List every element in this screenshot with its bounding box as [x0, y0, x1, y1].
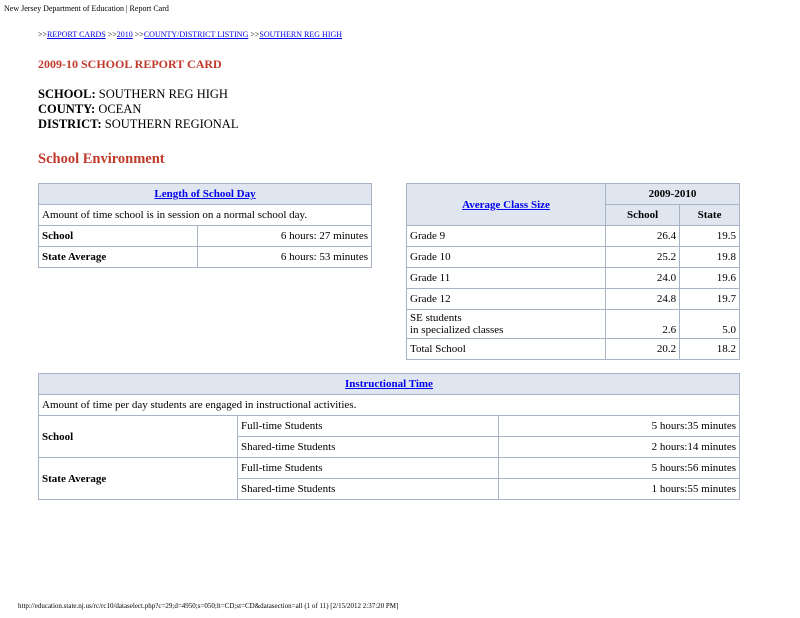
- table-row: [407, 247, 740, 268]
- row-label: [407, 310, 606, 339]
- table-row: [407, 339, 740, 360]
- row-label: State Average: [39, 247, 198, 268]
- time-value: 2 hours:14 minutes: [499, 437, 740, 458]
- school-value: 25.2: [606, 247, 680, 268]
- table-row: [407, 268, 740, 289]
- class-size-header: [407, 184, 606, 226]
- row-label: Grade 10: [407, 247, 606, 268]
- school-day-header: [39, 184, 372, 205]
- breadcrumb: [38, 30, 342, 39]
- school-value: 2.6: [606, 310, 680, 339]
- school-label: SCHOOL:: [38, 87, 96, 101]
- breadcrumb-county-district-listing[interactable]: COUNTY/DISTRICT LISTING: [143, 30, 249, 39]
- class-size-link[interactable]: Average Class Size: [462, 198, 550, 211]
- breadcrumb-southern-reg-high[interactable]: SOUTHERN REG HIGH: [259, 30, 343, 39]
- time-value: 5 hours:35 minutes: [499, 416, 740, 437]
- row-value: 6 hours: 53 minutes: [198, 247, 372, 268]
- instructional-time-table: [38, 373, 740, 500]
- student-type: Full-time Students: [238, 416, 499, 437]
- school-value: 20.2: [606, 339, 680, 360]
- window-title: New Jersey Department of Education | Report Card: [4, 4, 169, 13]
- breadcrumb-2010[interactable]: 2010: [116, 30, 133, 39]
- district-name: SOUTHERN REGIONAL: [104, 117, 239, 131]
- state-value: 18.2: [680, 339, 740, 360]
- report-card-title: 2009-10 SCHOOL REPORT CARD: [38, 57, 222, 71]
- state-value: 5.0: [680, 310, 740, 339]
- state-value: 19.5: [680, 226, 740, 247]
- time-value: 5 hours:56 minutes: [499, 458, 740, 479]
- breadcrumb-separator: >>: [134, 30, 144, 39]
- table-row: [407, 226, 740, 247]
- student-type: Full-time Students: [238, 458, 499, 479]
- school-col-header: School: [606, 205, 680, 226]
- breadcrumb-separator: >>: [38, 30, 48, 39]
- school-day-table: [38, 183, 372, 268]
- row-label: School: [39, 226, 198, 247]
- county-name: OCEAN: [98, 102, 142, 116]
- state-value: 19.8: [680, 247, 740, 268]
- state-col-header: State: [680, 205, 740, 226]
- table-row: [39, 416, 740, 437]
- district-label: DISTRICT:: [38, 117, 102, 131]
- school-name: SOUTHERN REG HIGH: [98, 87, 228, 101]
- row-label-line2: in specialized classes: [410, 324, 504, 336]
- time-value: 1 hours:55 minutes: [499, 479, 740, 500]
- table-row: [39, 458, 740, 479]
- school-info: [38, 87, 238, 132]
- school-value: 24.8: [606, 289, 680, 310]
- class-size-table: [406, 183, 740, 360]
- year-header: 2009-2010: [606, 184, 740, 205]
- section-title: School Environment: [38, 151, 165, 167]
- table-row: [407, 310, 740, 339]
- row-value: 6 hours: 27 minutes: [198, 226, 372, 247]
- row-label: Grade 12: [407, 289, 606, 310]
- school-value: 24.0: [606, 268, 680, 289]
- student-type: Shared-time Students: [238, 479, 499, 500]
- school-day-description: Amount of time school is in session on a normal school day.: [39, 205, 372, 226]
- group-label: State Average: [39, 458, 238, 500]
- instructional-time-description: Amount of time per day students are engaged in instructional activities.: [39, 395, 740, 416]
- table-row: [407, 289, 740, 310]
- county-label: COUNTY:: [38, 102, 96, 116]
- breadcrumb-separator: >>: [107, 30, 117, 39]
- table-row: [39, 226, 372, 247]
- state-value: 19.7: [680, 289, 740, 310]
- page-footer-url: http://education.state.nj.us/rc/rc10/dataselect.php?c=29;d=4950;s=050;lt=CD;st=CD&datasection=all (1 of 11) [2/15/2012 2:37:20 PM]: [18, 602, 399, 610]
- table-row: [39, 247, 372, 268]
- school-day-link[interactable]: Length of School Day: [154, 188, 256, 200]
- state-value: 19.6: [680, 268, 740, 289]
- breadcrumb-report-cards[interactable]: REPORT CARDS: [47, 30, 106, 39]
- row-label: Grade 11: [407, 268, 606, 289]
- instructional-time-link[interactable]: Instructional Time: [345, 378, 433, 390]
- school-value: 26.4: [606, 226, 680, 247]
- student-type: Shared-time Students: [238, 437, 499, 458]
- row-label-line1: SE students: [410, 312, 462, 324]
- row-label: Total School: [407, 339, 606, 360]
- instructional-time-header: [39, 374, 740, 395]
- group-label: School: [39, 416, 238, 458]
- breadcrumb-separator: >>: [250, 30, 260, 39]
- row-label: Grade 9: [407, 226, 606, 247]
